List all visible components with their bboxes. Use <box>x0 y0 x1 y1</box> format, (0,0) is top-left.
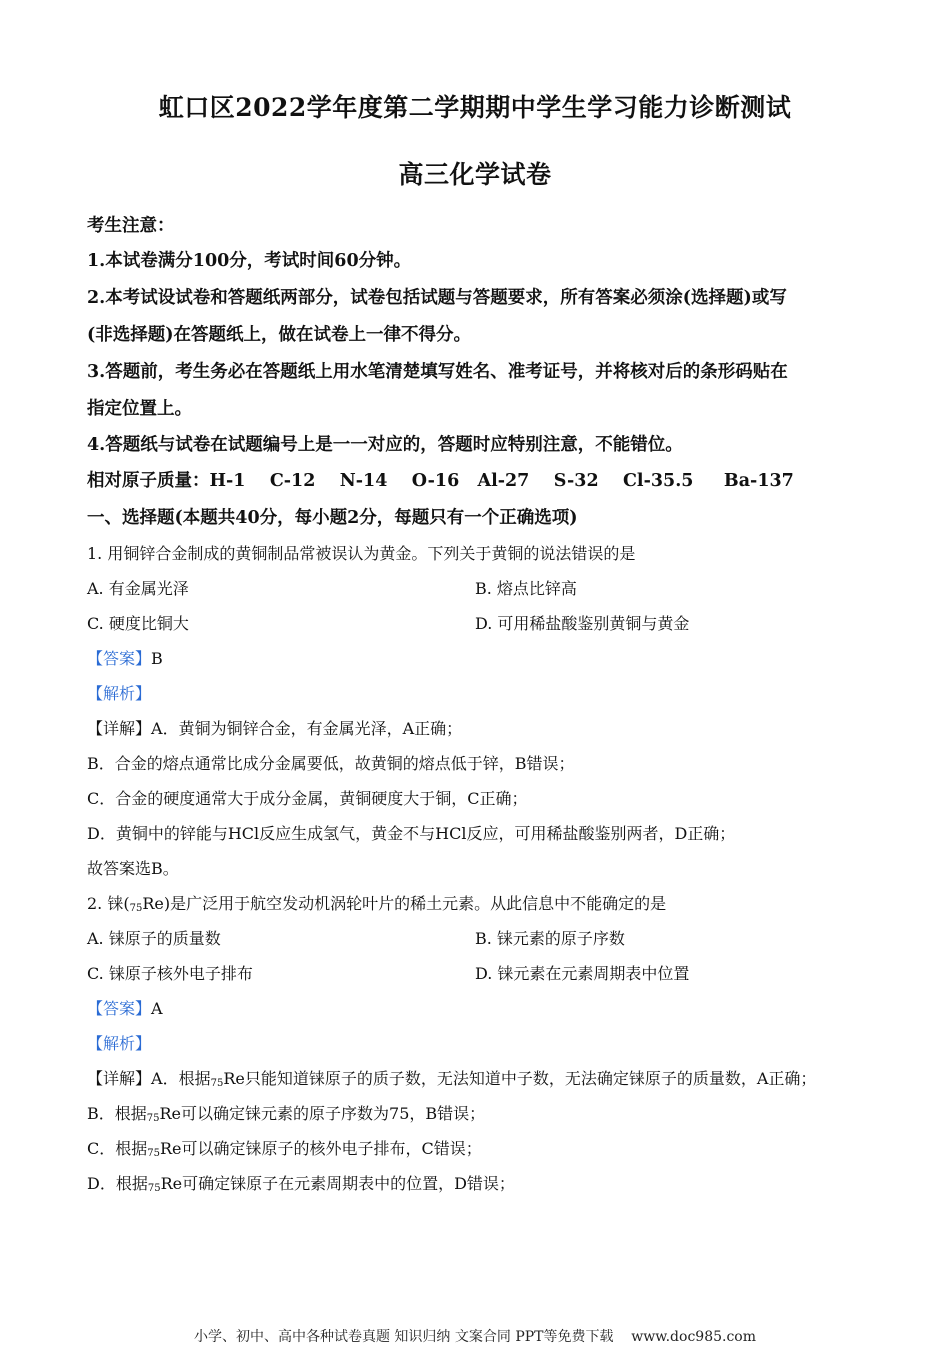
q2-analysis-tag: 【解析】 <box>87 1034 152 1053</box>
q1-stem: 1. 用铜锌合金制成的黄铜制品常被误认为黄金。下列关于黄铜的说法错误的是 <box>87 544 636 563</box>
q2-detail-d-post: Re可确定铼原子在元素周期表中的位置，D错误； <box>160 1174 515 1193</box>
q1-answer-value: B <box>151 649 163 668</box>
q2-detail-c-pre: C．根据 <box>87 1139 148 1158</box>
q2-detail-b-post: Re可以确定铼元素的原子序数为75，B错误； <box>159 1104 486 1123</box>
q2-stem-post: Re)是广泛用于航空发动机涡轮叶片的稀土元素。从此信息中不能确定的是 <box>142 894 667 913</box>
q2-detail-d-pre: D．根据 <box>87 1174 148 1193</box>
q2-option-d: D. 铼元素在元素周期表中位置 <box>475 964 690 983</box>
q2-detail-c <box>87 1136 482 1159</box>
q2-detail-d-subscript: 75 <box>147 1183 161 1194</box>
q2-detail-c-post: Re可以确定铼原子的核外电子排布，C错误； <box>159 1139 482 1158</box>
notice-heading: 考生注意： <box>87 216 175 236</box>
q2-detail-c-subscript: 75 <box>147 1148 160 1159</box>
q1-answer <box>87 646 163 669</box>
q2-detail-d <box>87 1171 515 1194</box>
q2-answer <box>87 996 163 1019</box>
notice-item-2-line-1: 2.本考试设试卷和答题纸两部分，试卷包括试题与答题要求，所有答案必须涂(选择题)或写 <box>87 288 787 308</box>
q2-detail-b-pre: B．根据 <box>87 1104 147 1123</box>
q2-option-c: C. 铼原子核外电子排布 <box>87 964 253 983</box>
exam-title: 虹口区2022学年度第二学期期中学生学习能力诊断测试 <box>158 93 792 122</box>
q2-stem <box>87 891 666 914</box>
q2-detail-a <box>87 1066 816 1089</box>
q2-stem-subscript: 75 <box>129 903 143 914</box>
q1-option-b: B. 熔点比锌高 <box>475 579 577 598</box>
q1-option-c: C. 硬度比铜大 <box>87 614 189 633</box>
q1-answer-tag: 【答案】 <box>87 649 152 668</box>
q2-detail-a-subscript: 75 <box>210 1078 224 1089</box>
q2-answer-tag: 【答案】 <box>87 999 152 1018</box>
notice-item-1: 1.本试卷满分100分，考试时间60分钟。 <box>87 251 412 271</box>
q1-detail-a <box>87 716 462 739</box>
q2-option-b: B. 铼元素的原子序数 <box>475 929 625 948</box>
q1-conclusion: 故答案选B。 <box>87 859 179 878</box>
q1-analysis-tag: 【解析】 <box>87 684 152 703</box>
q2-option-a: A. 铼原子的质量数 <box>87 929 221 948</box>
q2-detail-tag: 【详解】 <box>87 1069 152 1088</box>
q1-option-a: A. 有金属光泽 <box>87 579 189 598</box>
q1-detail-c: C．合金的硬度通常大于成分金属，黄铜硬度大于铜，C正确； <box>87 789 528 808</box>
q2-detail-a-pre: A．根据 <box>151 1069 211 1088</box>
q2-stem-pre: 2. 铼( <box>87 894 130 913</box>
q2-detail-b <box>87 1101 485 1124</box>
notice-item-2-line-2: (非选择题)在答题纸上，做在试卷上一律不得分。 <box>87 325 472 345</box>
atomic-mass-line: 相对原子质量：H-1 C-12 N-14 O-16 Al-27 S-32 Cl-35.5 Ba-137 <box>87 471 794 491</box>
q2-answer-value: A <box>151 999 163 1018</box>
notice-item-4: 4.答题纸与试卷在试题编号上是一一对应的，答题时应特别注意，不能错位。 <box>87 435 683 455</box>
q1-detail-d: D．黄铜中的锌能与HCl反应生成氢气，黄金不与HCl反应，可用稀盐酸鉴别两者，D正确； <box>87 824 736 843</box>
section-1-heading: 一、选择题(本题共40分，每小题2分，每题只有一个正确选项) <box>87 508 578 528</box>
notice-item-3-line-2: 指定位置上。 <box>87 399 192 419</box>
exam-subtitle: 高三化学试卷 <box>398 160 552 189</box>
q2-detail-a-post: Re只能知道铼原子的质子数，无法知道中子数，无法确定铼原子的质量数，A正确； <box>223 1069 817 1088</box>
footer-text: 小学、初中、高中各种试卷真题 知识归纳 文案合同 PPT等免费下载 www.doc985.com <box>193 1329 756 1345</box>
q1-option-d: D. 可用稀盐酸鉴别黄铜与黄金 <box>475 614 690 633</box>
q1-detail-a-text: A．黄铜为铜锌合金，有金属光泽，A正确； <box>151 719 463 738</box>
q1-detail-b: B．合金的熔点通常比成分金属要低，故黄铜的熔点低于锌，B错误； <box>87 754 575 773</box>
q2-detail-b-subscript: 75 <box>146 1113 160 1124</box>
notice-item-3-line-1: 3.答题前，考生务必在答题纸上用水笔清楚填写姓名、准考证号，并将核对后的条形码贴在 <box>87 362 788 382</box>
q1-detail-tag: 【详解】 <box>87 719 152 738</box>
